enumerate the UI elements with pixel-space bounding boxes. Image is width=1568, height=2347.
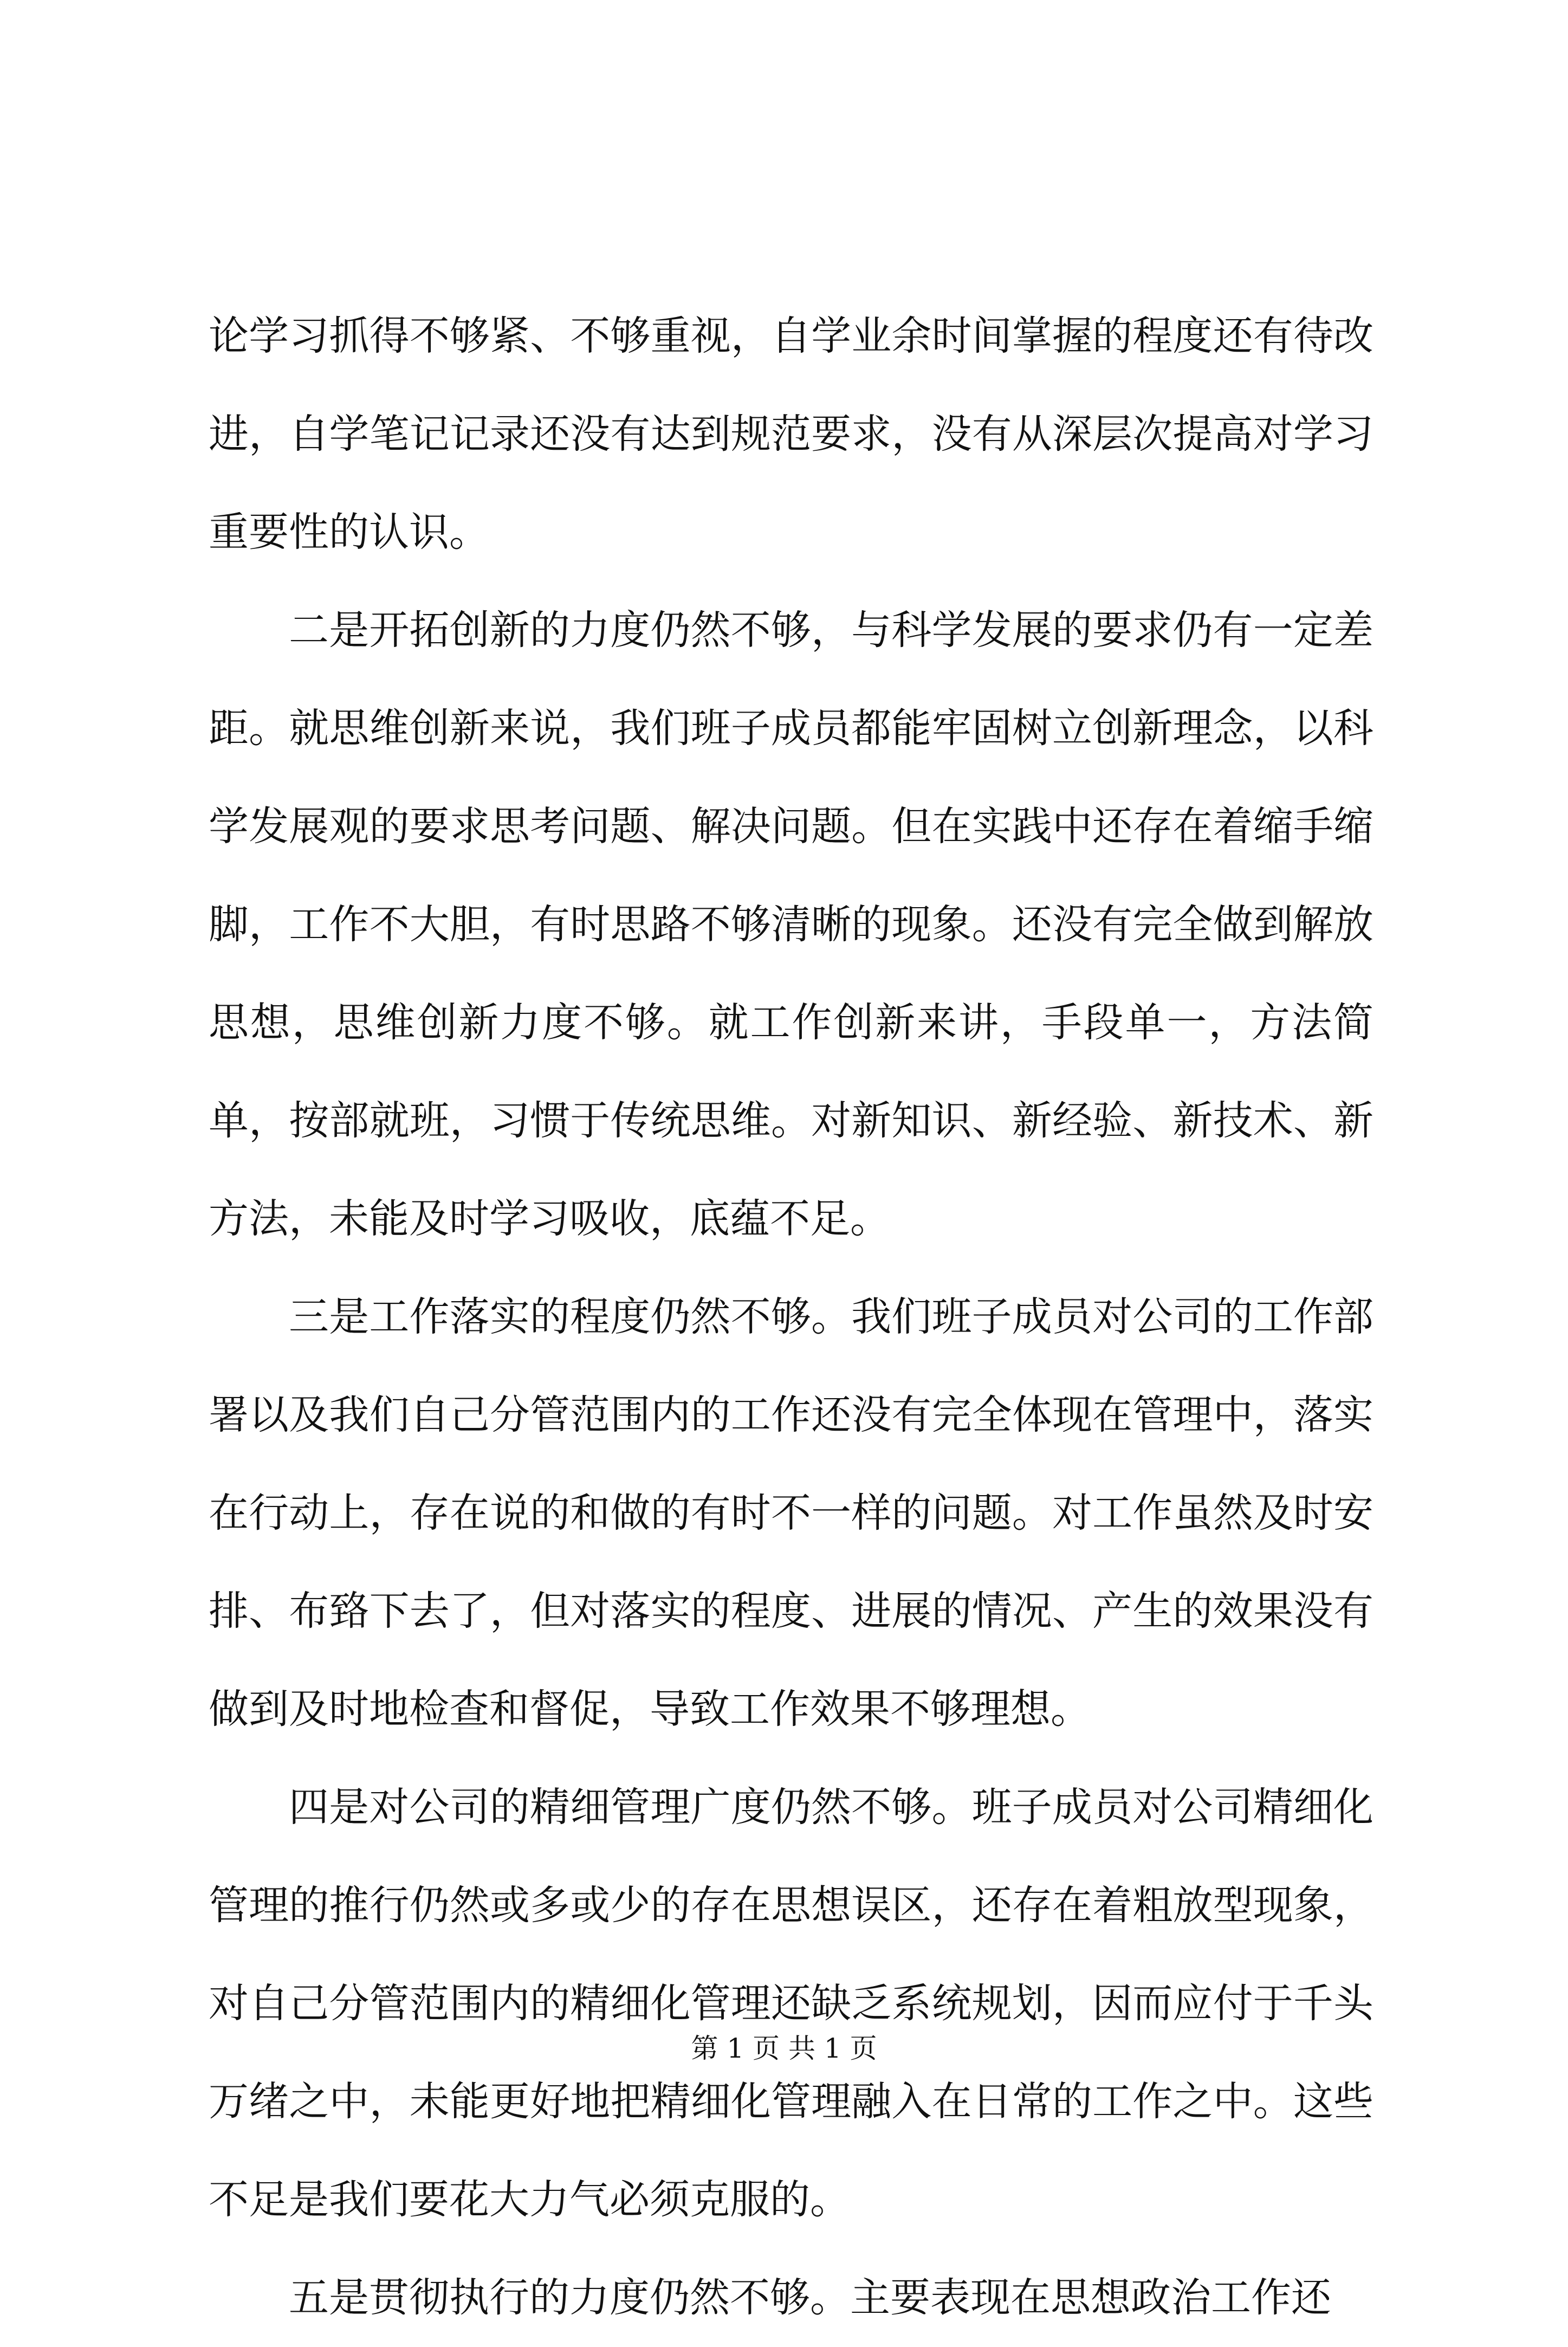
paragraph-innovation: 二是开拓创新的力度仍然不够，与科学发展的要求仍有一定差距。就思维创新来说，我们班子成员都能牢固树立创新理念，以科学发展观的要求思考问题、解决问题。但在实践中还存在着缩手缩脚，工作不大胆，有时思路不够清晰的现象。还没有完全做到解放思想，思维创新力度不够。就工作创新来讲，手段单一，方法简单，按部就班，习惯于传统思维。对新知识、新经验、新技术、新方法，未能及时学习吸收，底蕴不足。	[209, 607, 1373, 1242]
paragraph-implementation: 三是工作落实的程度仍然不够。我们班子成员对公司的工作部署以及我们自己分管范围内的工作还没有完全体现在管理中，落实在行动上，存在说的和做的有时不一样的问题。对工作虽然及时安排、布臵下去了，但对落实的程度、进展的情况、产生的效果没有做到及时地检查和督促，导致工作效果不够理想。	[209, 1294, 1373, 1732]
paragraph-execution: 五是贯彻执行的力度仍然不够。主要表现在思想政治工作还	[289, 2274, 1331, 2321]
paragraph-fine-management: 四是对公司的精细管理广度仍然不够。班子成员对公司精细化管理的推行仍然或多或少的存在思想误区，还存在着粗放型现象，对自己分管范围内的精细化管理还缺乏系统规划，因而应付于千头万绪之中，未能更好地把精细化管理融入在日常的工作之中。这些不足是我们要花大力气必须克服的。	[209, 1784, 1373, 2223]
page-number-footer: 第 1 页 共 1 页	[691, 2033, 877, 2064]
paragraph-continuation: 论学习抓得不够紧、不够重视，自学业余时间掌握的程度还有待改进，自学笔记记录还没有达到规范要求，没有从深层次提高对学习重要性的认识。	[209, 313, 1373, 555]
